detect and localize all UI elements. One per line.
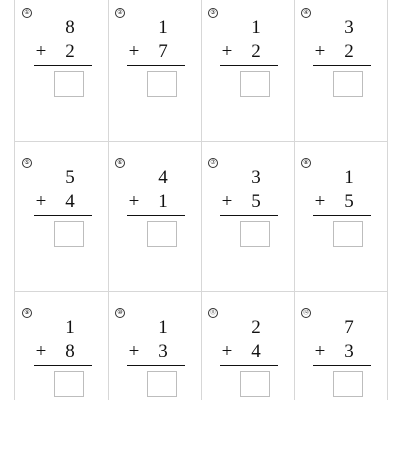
answer-box[interactable] [147, 371, 177, 397]
plus-sign: + [35, 41, 47, 62]
problem-cell [108, 300, 201, 450]
problem-cell [108, 150, 201, 300]
problem-cell [201, 0, 294, 150]
plus-sign: + [128, 41, 140, 62]
top-addend: 5 [65, 167, 75, 188]
problem-cell [15, 0, 108, 150]
plus-sign: + [128, 341, 140, 362]
bottom-addend: 3 [158, 341, 168, 362]
sum-line [127, 365, 185, 366]
sum-line [220, 65, 278, 66]
bottom-addend: 2 [251, 41, 261, 62]
plus-sign: + [221, 191, 233, 212]
top-addend: 1 [251, 17, 261, 38]
top-addend: 7 [344, 317, 354, 338]
problem-number: ④ [301, 8, 311, 18]
answer-box[interactable] [240, 71, 270, 97]
sum-line [127, 215, 185, 216]
problem-number: ① [22, 8, 32, 18]
top-addend: 2 [251, 317, 261, 338]
bottom-addend: 7 [158, 41, 168, 62]
problem-number: ⑧ [301, 158, 311, 168]
sum-line [34, 215, 92, 216]
bottom-addend: 1 [158, 191, 168, 212]
sum-line [220, 215, 278, 216]
plus-sign: + [221, 341, 233, 362]
problem-cell [294, 300, 387, 450]
top-addend: 8 [65, 17, 75, 38]
answer-box[interactable] [54, 371, 84, 397]
bottom-addend: 4 [65, 191, 75, 212]
sum-line [34, 65, 92, 66]
bottom-addend: 8 [65, 341, 75, 362]
problem-number: ⑪ [209, 309, 216, 316]
bottom-addend: 2 [65, 41, 75, 62]
sum-line [127, 65, 185, 66]
answer-box[interactable] [240, 371, 270, 397]
problem-number: ⑦ [208, 158, 218, 168]
plus-sign: + [221, 41, 233, 62]
sum-line [313, 65, 371, 66]
problem-number: ⑨ [22, 308, 32, 318]
problem-cell [201, 150, 294, 300]
sum-line [313, 365, 371, 366]
top-addend: 3 [344, 17, 354, 38]
problem-number: ② [115, 8, 125, 18]
top-addend: 1 [158, 17, 168, 38]
top-addend: 1 [158, 317, 168, 338]
problem-cell [15, 300, 108, 450]
answer-box[interactable] [333, 221, 363, 247]
top-addend: 3 [251, 167, 261, 188]
problem-number: ⑫ [302, 309, 309, 316]
problem-number: ⑤ [22, 158, 32, 168]
plus-sign: + [314, 41, 326, 62]
problem-cell [201, 300, 294, 450]
bottom-addend: 5 [251, 191, 261, 212]
answer-box[interactable] [147, 221, 177, 247]
answer-box[interactable] [54, 221, 84, 247]
answer-box[interactable] [333, 71, 363, 97]
sum-line [313, 215, 371, 216]
plus-sign: + [314, 191, 326, 212]
plus-sign: + [314, 341, 326, 362]
answer-box[interactable] [54, 71, 84, 97]
problem-number: ⑥ [115, 158, 125, 168]
bottom-addend: 4 [251, 341, 261, 362]
answer-box[interactable] [333, 371, 363, 397]
plus-sign: + [35, 341, 47, 362]
sum-line [34, 365, 92, 366]
bottom-addend: 2 [344, 41, 354, 62]
problem-cell [294, 150, 387, 300]
bottom-addend: 5 [344, 191, 354, 212]
problem-cell [108, 0, 201, 150]
answer-box[interactable] [240, 221, 270, 247]
problem-cell [294, 0, 387, 150]
top-addend: 4 [158, 167, 168, 188]
problem-grid [14, 0, 388, 400]
problem-number: ③ [208, 8, 218, 18]
bottom-addend: 3 [344, 341, 354, 362]
sum-line [220, 365, 278, 366]
top-addend: 1 [65, 317, 75, 338]
plus-sign: + [35, 191, 47, 212]
answer-box[interactable] [147, 71, 177, 97]
plus-sign: + [128, 191, 140, 212]
top-addend: 1 [344, 167, 354, 188]
problem-number: ⑩ [115, 308, 125, 318]
problem-cell [15, 150, 108, 300]
